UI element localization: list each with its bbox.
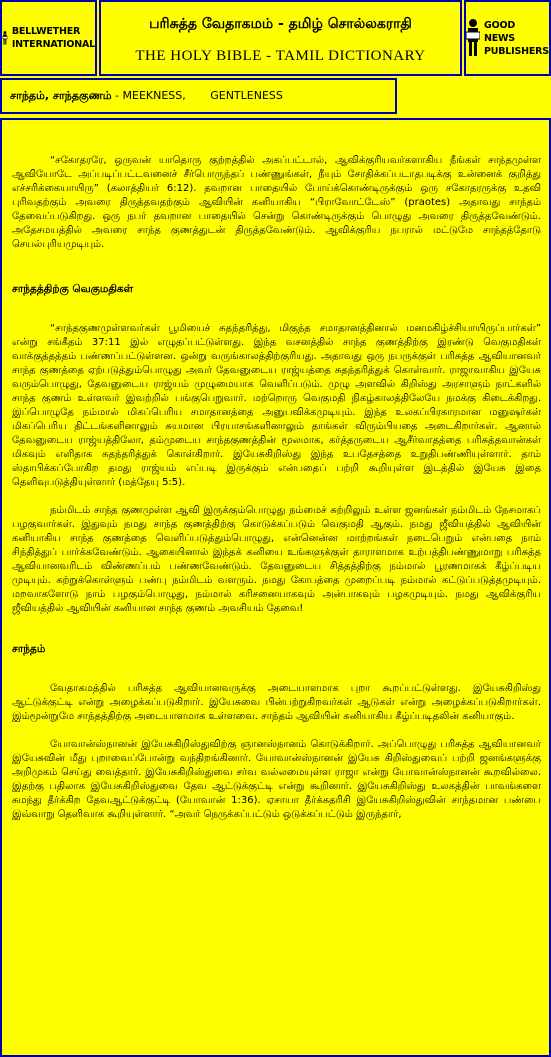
logo-line-1: GOOD NEWS bbox=[483, 19, 516, 44]
book-figure-icon bbox=[466, 18, 480, 58]
subject-english: - MEEKNESS, GENTLENESS bbox=[111, 89, 283, 102]
bible-reader-icon bbox=[2, 18, 8, 58]
rewards-paragraph-1: “சாந்தகுணமுள்ளவர்கள் பூமியைச் சுதந்தரித்து, மிகுந்த சமாதானத்தினால் மனமகிழ்ச்சியாயிருப்பார்கள்” என்று சங்கீதம் 37:11 இல் எழுதப்பட்டுள்ளது. இந்த வசனத்தில் சாந்த குணத்திற்கு இரண்டு வெகுமதிகள் வாக்குத்தத்தம் பண்ணப்பட்டுள்ளன. ஒன்று வருங்காலத்திற்குரியது. அதாவது ஒரு நபருக்குள் பரிசுத்த ஆவியானவர் சாந்த குணத்தை ஏற்படுத்தும்பொழுது அவர் தேவனுடைய ராஜ்யத்தை சுதந்தரித்துக் கொள்வார். ராஜாவாகிய இயேசு வரும்பொழுது, தேவனுடைய ராஜ்யம் முழுமையாக வெளிப்படும். முழு அளவில் கிறிஸ்து அரசாளும் நாட்களில் சாந்த குணம் உள்ளவர் இவற்றில் பங்குபெறுவார். மற்றொரு வெகுமதி நிகழ்காலத்திலேயே நமக்கு கிடைக்கிறது. இப்பொழுதே நம்மால் மிகப்பெரிய சமாதானத்தை அனுபவிக்கமுடியும். இந்த உலகப்பிரகாரமான மனுஷர்கள் மிகப்பெரிய திட்டங்களினாலும் சுயமான பிரயாசங்களினாலும் தாங்கள் விரும்பியதை அடைகிறார்கள். ஆனால் தேவனுடைய ராஜ்யத்திலோ, தம்முடைய சாந்தகுணத்தின் மூலமாக, கர்த்தருடைய ஆசீர்வாதத்தை பரிசுத்தவான்கள் மிகவும் எளிதாக சுதந்தரித்துக் கொள்கிறார். இயேசுகிறிஸ்து இந்த உபதேசத்தை உறுதிபண்ணியுள்ளார். தாம் ஸ்தாபிக்கப்போகிற தமது ராஜ்யம் எப்படி இருக்கும் என்பதைப் பற்றி கூறியுள்ள இடத்தில் இயேசு இதை தெளிவுபடுத்தியுள்ளார் (மத்தேயு 5:5). bbox=[12, 323, 541, 488]
subject-tamil: சாந்தம், சாந்தகுணம் bbox=[10, 89, 112, 102]
logo-line-2: INTERNATIONAL bbox=[11, 39, 95, 50]
good-news-logo-box bbox=[464, 0, 551, 76]
logo-line-2: PUBLISHERS bbox=[483, 45, 549, 57]
logo-line-1: BELLWETHER bbox=[11, 26, 81, 37]
bellwether-logo bbox=[2, 2, 95, 74]
article-body bbox=[0, 118, 551, 1057]
section-heading-rewards: சாந்தத்திற்கு வெகுமதிகள் bbox=[12, 283, 134, 295]
title-tamil: பரிசுத்த வேதாகமம் - தமிழ் சொல்லகராதி bbox=[149, 16, 412, 32]
meekness-paragraph-1: வேதாகமத்தில் பரிசுத்த ஆவியானவருக்கு அடையாளமாக புறா கூறப்பட்டுள்ளது. இயேசுகிறிஸ்து ஆட்டுக்குட்டி என்று அழைக்கப்படுகிறார். இயேசுவை பின்பற்றுகிறவர்கள் ஆடுகள் என்று அழைக்கப்படுகிறார்கள். இம்மூன்றுமே சாந்தத்திற்கு அடையாளமாக உள்ளவை. சாந்தம் ஆவியின் கனியாகிய கீழ்ப்படிதலின் கனியாகும். bbox=[12, 683, 541, 722]
good-news-logo bbox=[466, 2, 549, 74]
rewards-paragraph-2: நம்மிடம் சாந்த குணமுள்ள ஆவி இருக்கும்பொழுது நம்மைச் சுற்றிலும் உள்ள ஜனங்கள் நம்மிடம் நேசமாகப் பழகுவார்கள். இதுவும் நமது சாந்த குணத்திற்கு கொடுக்கப்படும் வெகுமதி ஆகும். நமது ஜீவியத்தில் ஆவியின் கனியாகிய சாந்த குணத்தை வெளிப்படுத்தும்பொழுது, என்னென்ன மாற்றங்கள் நடைபெறும் என்பதை நாம் சிந்தித்துப் பார்க்கவேண்டும். ஆகையினால் இந்தக் கனியை உங்களுக்குள் தாராளமாக உற்பத்திபண்ணுமாறு பரிசுத்த ஆவியானவரிடம் விண்ணப்பம் பண்ணவேண்டும். தேவனுடைய சித்தத்திற்கு நம்மால் பூரணமாகக் கீழ்ப்படிய முடியும். கற்றுக்கொள்ளும் பண்பு நம்மிடம் வளரும். நமது கோபத்தை முறைப்படி நம்மால் கட்டுப்படுத்தமுடியும். மறவாகளோடு நாம் பழகும்பொழுது, நம்மால் கரிசனையாகவும் அன்பாகவும் பழகமுடியும். நமது ஆவிக்குரிய ஜீவியத்தில் ஆவியின் கனியான சாந்த குணம் அவசியம் தேவை! bbox=[12, 505, 542, 614]
subject-bar bbox=[0, 78, 397, 114]
subject-title bbox=[10, 89, 283, 104]
meekness-paragraph-2: யோவான்ஸ்நானன் இயேசுகிறிஸ்துவிற்கு ஞானஸ்நானம் கொடுக்கிறார். அப்பொழுது பரிசுத்த ஆவியானவர் இயேசுவின் மீது புறாவைப்போன்று வந்திறங்கினார். யோவான்ஸ்நானன் இயேசு கிறிஸ்துவைப் பற்றி ஜனங்களுக்கு அறிமுகம் செய்து வைத்தார். இயேசுகிறிஸ்துவை சர்வ வல்லமையுள்ள ராஜா என்று யோவான்ஸ்நானன் கூறவில்லை. இதற்கு பதிலாக இயேசுகிறிஸ்துவை தேவ ஆட்டுக்குட்டி என்று கூறினார். இயேசுகிறிஸ்து உலகத்தின் பாவங்களை சுமந்து தீர்க்கிற தேவஆட்டுக்குட்டி (யோவான் 1:36). ஏசாயா தீர்க்கதரிசி இயேசுகிறிஸ்துவின் சாந்தமான பண்பை இவ்வாறு தெளிவாக கூறியுள்ளார். “அவர் நெருக்கப்பட்டும் ஒடுக்கப்பட்டும் இருந்தார், bbox=[12, 739, 541, 820]
intro-paragraph: “சகோதரரே, ஒருவன் யாதொரு குற்றத்தில் அகப்பட்டால், ஆவிக்குரியவர்களாகிய நீங்கள் சாந்தமுள்ள ஆவியோடே அப்படிப்பட்டவனைச் சீர்பொருந்தப் பண்ணுங்கள், நீயும் சோதிக்கப்படாதபடிக்கு உன்னைக் குறித்து எச்சரிக்கையாயிரு” (கலாத்தியர் 6:12). தவறான பாதையில் போய்க்கொண்டிருக்கும் ஒரு சகோதரருக்கு உதவி புரிவதற்கும் அவரை திருத்தவதற்கும் ஆவியின் கனியாகிய “பிராவோட்டேஸ்” (praotes) அதாவது சாந்தம் தேவைப்படுகிறது. ஒரு நபர் தவறான பாதையில் சென்று கொண்டிருக்கும் பொழுது அவரை திருத்தவேண்டும். அதேசமயத்தில் அவரை சாந்த குணத்துடன் திருத்தவேண்டும். ஆவிக்குரிய நபரால் மட்டுமே சாந்தத்தோடு செயல்புரியமுடியும். bbox=[12, 155, 541, 250]
section-heading-meekness: சாந்தம் bbox=[12, 643, 46, 655]
bellwether-logo-box bbox=[0, 0, 97, 76]
title-box bbox=[99, 0, 462, 76]
title-english: THE HOLY BIBLE - TAMIL DICTIONARY bbox=[135, 48, 426, 64]
